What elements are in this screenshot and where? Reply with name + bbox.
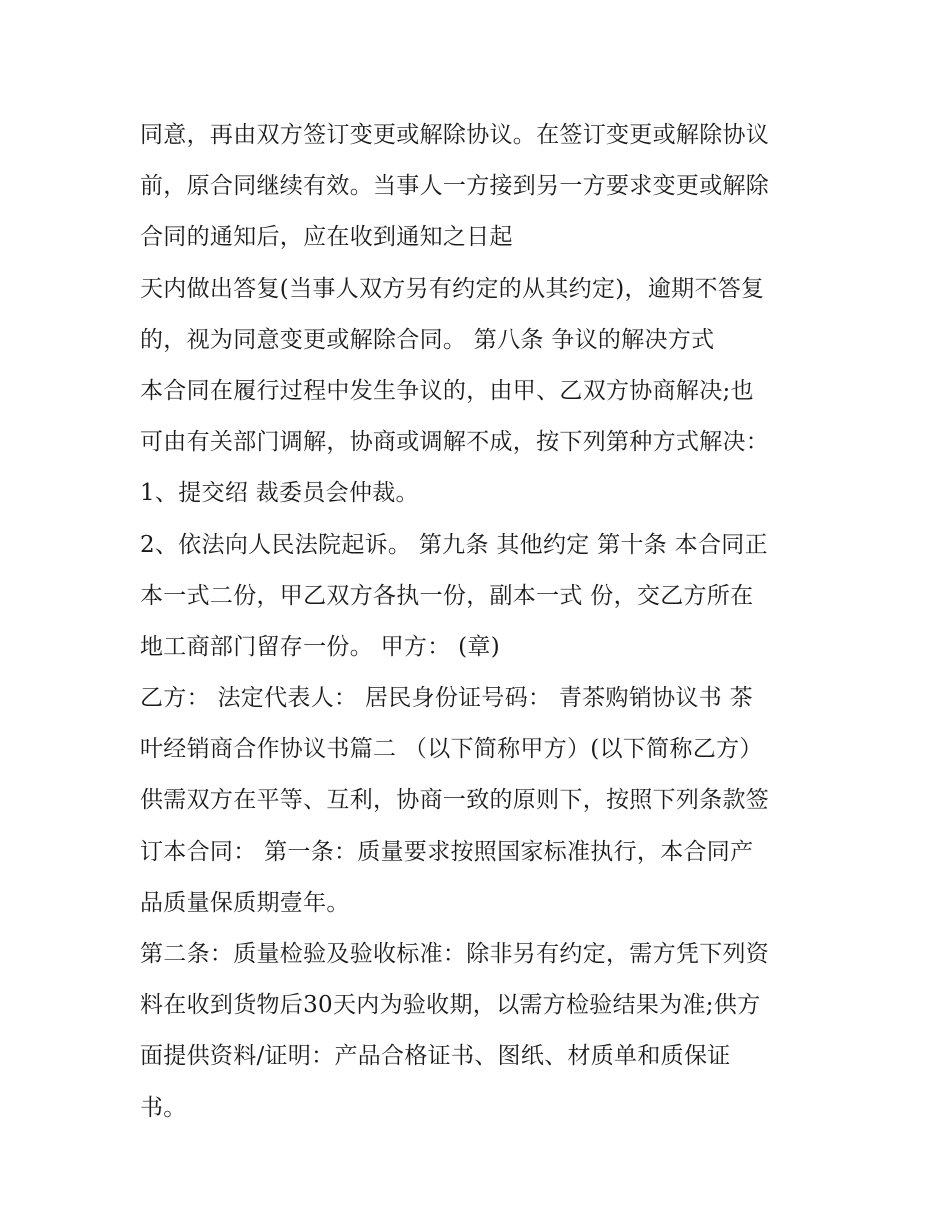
- text-line: 同意，再由双方签订变更或解除协议。在签订变更或解除协议: [140, 122, 770, 148]
- document-body: [140, 110, 820, 1134]
- text-line: 料在收到货物后30天内为验收期，以需方检验结果为准;供方: [140, 992, 761, 1019]
- text-line: 的，视为同意变更或解除合同。 第八条 争议的解决方式: [140, 326, 715, 353]
- text-line: 书。: [140, 1094, 187, 1121]
- text-line: 前，原合同继续有效。当事人一方接到另一方要求变更或解除: [140, 173, 770, 200]
- text-line: 订本合同： 第一条：质量要求按照国家标准执行，本合同产: [140, 838, 754, 865]
- text-line: 乙方： 法定代表人： 居民身份证号码： 青茶购销协议书 茶: [140, 685, 753, 712]
- text-line: 叶经销商合作协议书篇二 （以下简称甲方）(以下简称乙方）: [140, 736, 763, 763]
- text-line: 供需双方在平等、互利，协商一致的原则下，按照下列条款签: [140, 787, 770, 814]
- text-line: 可由有关部门调解，协商或调解不成，按下列第种方式解决：: [140, 429, 770, 456]
- text-line: 1、提交绍 裁委员会仲裁。: [140, 480, 419, 507]
- text-line: 第二条：质量检验及验收标准：除非另有约定，需方凭下列资: [140, 941, 770, 967]
- text-line: 合同的通知后，应在收到通知之日起: [140, 224, 513, 251]
- text-line: 本一式二份，甲乙双方各执一份，副本一式 份，交乙方所在: [140, 582, 754, 609]
- text-line: 面提供资料/证明：产品合格证书、图纸、材质单和质保证: [140, 1043, 731, 1070]
- text-line: 天内做出答复(当事人双方另有约定的从其约定)，逾期不答复: [140, 275, 765, 302]
- text-line: 本合同在履行过程中发生争议的，由甲、乙双方协商解决;也: [140, 377, 754, 404]
- text-line: 2、依法向人民法院起诉。 第九条 其他约定 第十条 本合同正: [140, 531, 768, 558]
- text-line: 品质量保质期壹年。: [140, 889, 350, 916]
- text-line: 地工商部门留存一份。 甲方： (章): [140, 633, 500, 660]
